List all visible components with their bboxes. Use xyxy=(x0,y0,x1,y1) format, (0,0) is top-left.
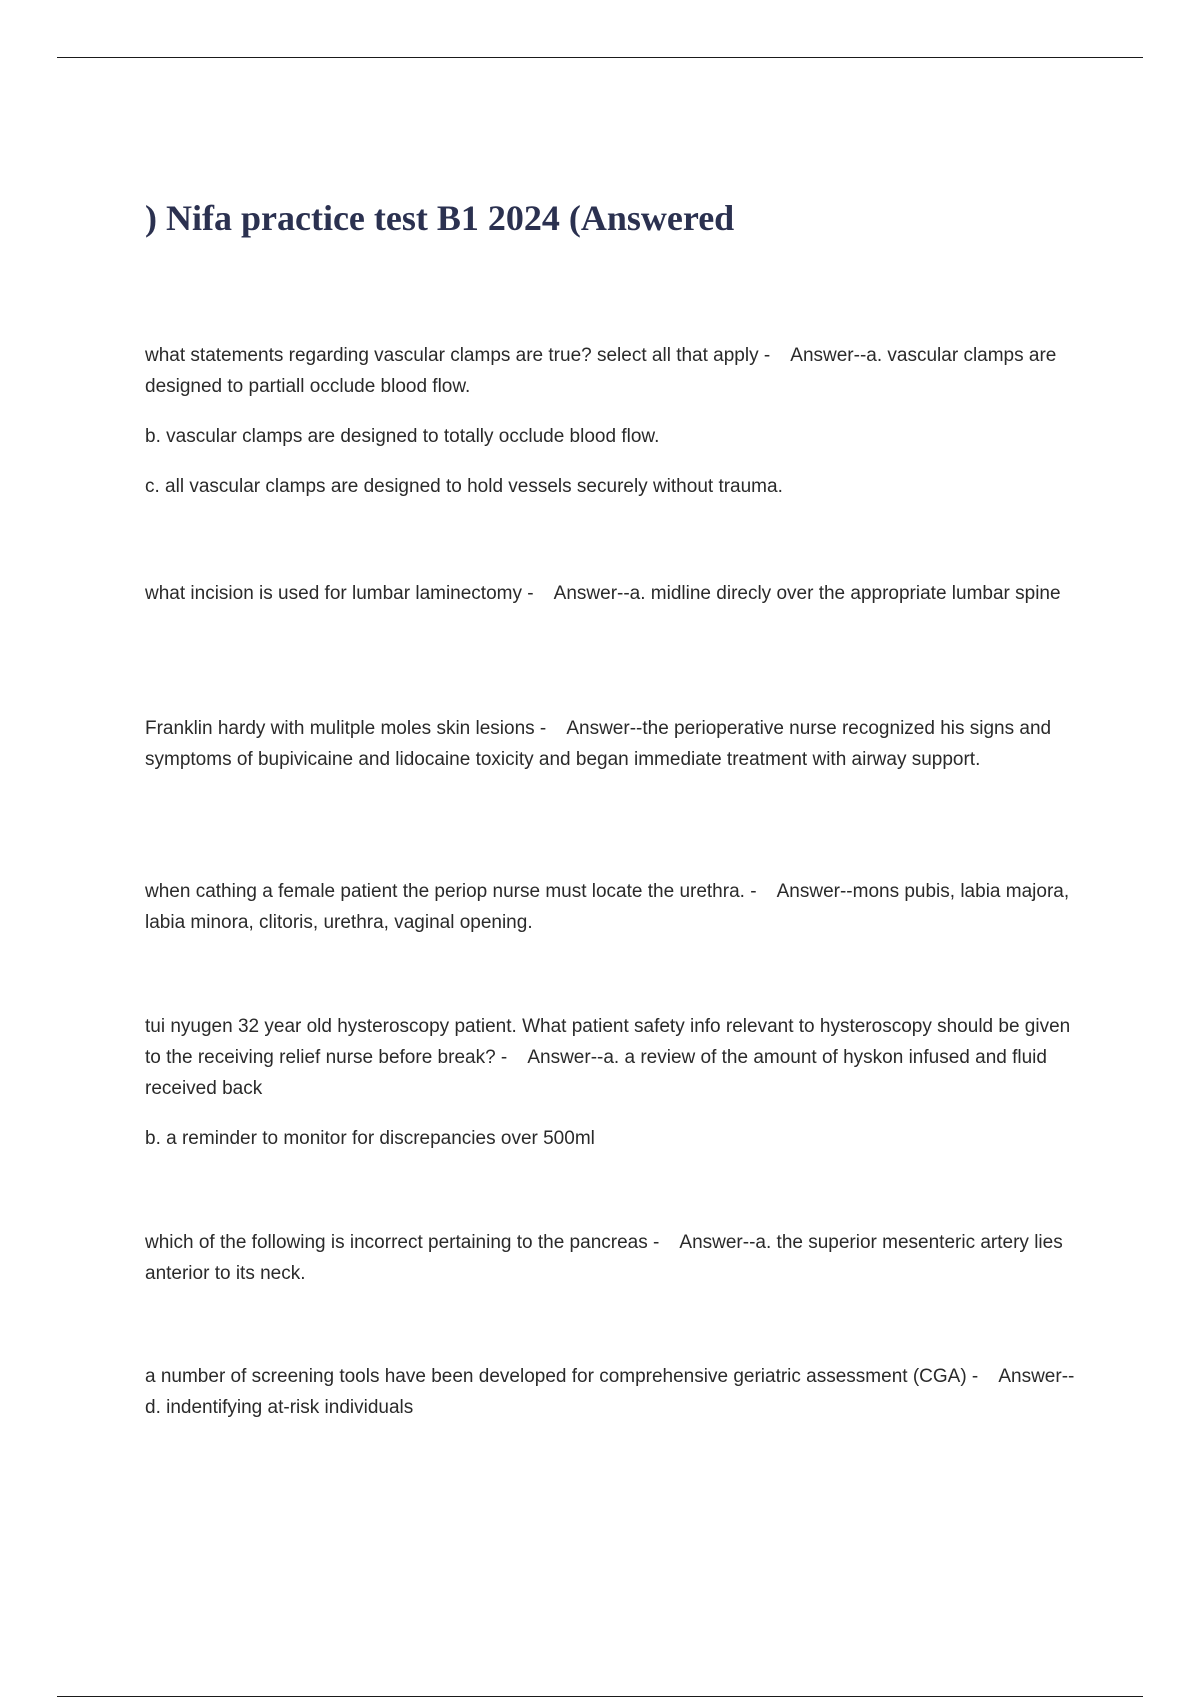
answer-text: Answer--a. midline direcly over the appropriate lumbar spine xyxy=(553,583,1061,604)
qa-item-6 xyxy=(145,1227,1085,1289)
question-text: tui nyugen 32 year old hysteroscopy patient. What patient safety info relevant to hysteroscopy should be given to the receiving relief nurse before break? - xyxy=(145,1016,1071,1068)
answer-text: Answer--a. vascular clamps are designed to partiall occlude blood flow. xyxy=(145,345,1057,397)
qa-paragraph: c. all vascular clamps are designed to hold vessels securely without trauma. xyxy=(145,476,783,497)
question-text: when cathing a female patient the periop nurse must locate the urethra. - xyxy=(145,881,757,902)
qa-item-2 xyxy=(145,578,1085,609)
qa-paragraph xyxy=(145,1011,1085,1104)
qa-paragraph: b. a reminder to monitor for discrepancies over 500ml xyxy=(145,1128,595,1149)
question-text: a number of screening tools have been developed for comprehensive geriatric assessment (CGA) - xyxy=(145,1366,979,1387)
qa-paragraph xyxy=(145,578,1085,609)
answer-text: Answer--a. the superior mesenteric artery lies anterior to its neck. xyxy=(145,1232,1063,1284)
question-text: Franklin hardy with mulitple moles skin lesions - xyxy=(145,718,547,739)
answer-text: Answer--the perioperative nurse recognized his signs and symptoms of bupivicaine and lidocaine toxicity and began immediate treatment with airway support. xyxy=(145,718,1052,770)
question-text: what statements regarding vascular clamps are true? select all that apply - xyxy=(145,345,771,366)
qa-item-1 xyxy=(145,340,1085,502)
qa-paragraph: b. vascular clamps are designed to totally occlude blood flow. xyxy=(145,426,660,447)
qa-paragraph xyxy=(145,340,1085,402)
qa-item-5 xyxy=(145,1011,1085,1154)
footer-rule xyxy=(57,1696,1143,1697)
qa-paragraph xyxy=(145,1361,1085,1423)
qa-item-4 xyxy=(145,876,1085,938)
answer-text: Answer--mons pubis, labia majora, labia minora, clitoris, urethra, vaginal opening. xyxy=(145,881,1070,933)
qa-paragraph xyxy=(145,713,1085,775)
answer-text: Answer--a. a review of the amount of hyskon infused and fluid received back xyxy=(145,1047,1047,1099)
document-title: ) Nifa practice test B1 2024 (Answered xyxy=(145,198,735,238)
question-text: which of the following is incorrect pertaining to the pancreas - xyxy=(145,1232,660,1253)
question-text: what incision is used for lumbar laminectomy - xyxy=(145,583,534,604)
qa-item-7 xyxy=(145,1361,1085,1423)
qa-paragraph xyxy=(145,1227,1085,1289)
qa-item-3 xyxy=(145,713,1085,775)
header-rule xyxy=(57,57,1143,58)
qa-paragraph xyxy=(145,876,1085,938)
answer-text: Answer--d. indentifying at-risk individuals xyxy=(145,1366,1075,1418)
